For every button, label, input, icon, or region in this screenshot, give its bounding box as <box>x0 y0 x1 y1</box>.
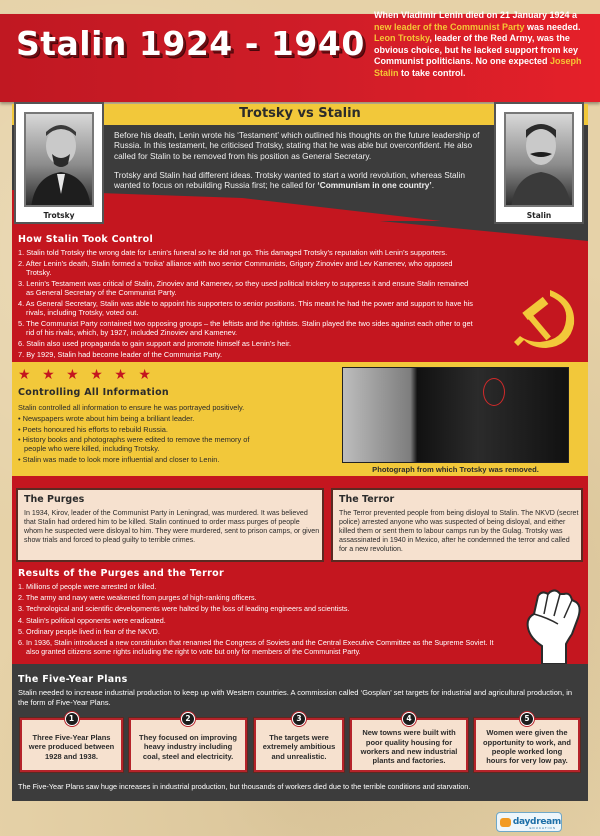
intro-highlight: Joseph Stalin <box>374 56 582 78</box>
intro-text: , leader of the Red Army, was the obvious choice, but he lacked support from key Communist politicians. No one expected <box>374 33 579 67</box>
stalin-label: Stalin <box>526 211 552 220</box>
plan-card-text: Three Five-Year Plans were produced between 1928 and 1938. <box>28 732 115 761</box>
list-item: 2. The army and navy were weakened from purges of high-ranking officers. <box>18 593 257 603</box>
tvs-heading: Trotsky vs Stalin <box>239 106 361 121</box>
purges-text: In 1934, Kirov, leader of the Communist Party in Leningrad, was murdered. It was believed that Stalin had ordered him to be killed. Stalin continued to order mass purges of people whom he suspected were disloyal to him. They were murdered, sent to prison camps, or given show trials and forced to plead guilty to terrible crimes. <box>24 509 320 544</box>
hammer-and-sickle-icon <box>510 282 582 354</box>
information-body <box>18 403 273 466</box>
list-item: • Newspapers wrote about him being a brilliant leader. <box>18 414 195 424</box>
information-heading: Controlling All Information <box>18 387 169 398</box>
terror-text: The Terror prevented people from being disloyal to Stalin. The NKVD (secret police) arrested anyone who was suspected of being disloyal, and either killed them or sent them to labour camps run by the Gulag. Trotsky was assassinated in 1940 in Mexico, after he condemned the terror and called for a new revolution. <box>339 509 579 553</box>
raised-fist-icon <box>520 584 584 664</box>
plans-footer: The Five-Year Plans saw huge increases in industrial production, but thousands of workers died due to the terrible conditions and starvation. <box>18 782 471 791</box>
star-icon: ★ <box>114 366 127 382</box>
intro-highlight: Leon Trotsky <box>374 33 430 44</box>
list-item: 3. Lenin’s Testament was critical of Stalin, Zinoviev and Kamenev, so they used political trickery to suppress it and ensure Stalin remained as General Secretary of the Communist Party. <box>18 278 469 297</box>
results-heading: Results of the Purges and the Terror <box>18 568 224 579</box>
information-bullets <box>18 414 273 464</box>
plan-card-text: The targets were extremely ambitious and unrealistic. <box>262 732 336 761</box>
list-item: 7. By 1929, Stalin had become leader of the Communist Party. <box>18 349 223 359</box>
person-silhouette-icon <box>26 114 94 207</box>
person-silhouette-icon <box>506 114 574 207</box>
control-list <box>18 248 473 360</box>
stalin-portrait <box>494 102 584 224</box>
tvs-text: . <box>431 180 435 191</box>
list-item: • Stalin was made to look more influential and closer to Lenin. <box>18 454 220 464</box>
trotsky-photo <box>24 112 94 207</box>
plan-number-badge: 1 <box>65 712 79 726</box>
logo-subtitle: EDUCATION <box>529 826 556 830</box>
information-intro: Stalin controlled all information to ensure he was portrayed positively. <box>18 403 245 412</box>
intro-highlight: new leader of the Communist Party <box>374 21 525 32</box>
plan-number-badge: 4 <box>402 712 416 726</box>
stars-row <box>18 366 162 384</box>
list-item: • History books and photographs were edited to remove the memory of people who were killed, including Trotsky. <box>18 435 250 454</box>
tvs-quote: ‘Communism in one country’ <box>317 180 432 191</box>
plan-card-text: They focused on improving heavy industry including coal, steel and electricity. <box>139 732 237 761</box>
plan-card <box>129 714 247 772</box>
star-icon: ★ <box>138 366 151 382</box>
list-item: 1. Stalin told Trotsky the wrong date for Lenin’s funeral so he did not go. This damaged Trotsky’s reputation with Lenin’s supporters. <box>18 248 448 257</box>
plan-card <box>20 714 123 772</box>
star-icon: ★ <box>18 366 31 382</box>
list-item: 3. Technological and scientific developments were halted by the loss of leading engineers and scientists. <box>18 604 350 614</box>
plans-heading: The Five-Year Plans <box>18 674 128 685</box>
list-item: 4. Stalin’s political opponents were eradicated. <box>18 615 166 625</box>
list-item: 6. Stalin also used propaganda to gain support and promote himself as Lenin’s heir. <box>18 338 292 348</box>
plan-card <box>254 714 344 772</box>
photo-caption: Photograph from which Trotsky was removed. <box>372 465 539 474</box>
logo-mark-icon <box>500 818 511 827</box>
list-item: 6. In 1936, Stalin introduced a new constitution that renamed the Congress of Soviets and the Central Executive Committee as the Supreme Soviet. It also granted citizens some rights including the right to vote but only for members of the Communist Party. <box>18 637 494 656</box>
list-item: 5. Ordinary people lived in fear of the NKVD. <box>18 626 160 636</box>
star-icon: ★ <box>90 366 103 382</box>
plan-card-text: New towns were built with poor quality housing for workers and new industrial plants and factories. <box>360 728 458 766</box>
plan-number-badge: 2 <box>181 712 195 726</box>
dark-corner-decoration <box>380 221 588 241</box>
list-item: 2. After Lenin’s death, Stalin formed a ‘troika’ alliance with two senior Communists, Grigory Zinoviev and Lev Kamenev, who opposed Trotsky. <box>18 258 453 277</box>
tvs-paragraph-1: Before his death, Lenin wrote his ‘Testament’ which outlined his thoughts on the future leadership of Russia. In this testament, he criticised Trotsky, stating that he was able but overconfident. He also called for Stalin to be removed from his position as General Secretary. <box>114 130 480 161</box>
star-icon: ★ <box>66 366 79 382</box>
plan-card <box>474 714 580 772</box>
header-intro <box>374 10 596 80</box>
intro-text: was needed. <box>524 21 581 32</box>
plan-card-text: Women were given the opportunity to work, and people worked long hours for very low pay. <box>483 728 571 766</box>
terror-heading: The Terror <box>339 494 395 505</box>
plan-number-badge: 5 <box>520 712 534 726</box>
list-item: 1. Millions of people were arrested or killed. <box>18 582 157 591</box>
trotsky-portrait <box>14 102 104 224</box>
list-item: 5. The Communist Party contained two opposing groups – the leftists and the rightists. Stalin played the two sides against each other to get rid of his rivals, which, by 1927, included Zinoviev and Kamenev. <box>18 318 473 337</box>
tvs-text: Trotsky and Stalin had different ideas. Trotsky wanted to start a world revolution, whereas Stalin wanted to focus on rebuilding Russia first; he called for <box>114 169 465 191</box>
publisher-logo <box>496 812 562 832</box>
tvs-body <box>114 130 492 199</box>
plan-card <box>350 714 468 772</box>
trotsky-label: Trotsky <box>43 211 75 220</box>
purges-box <box>16 488 324 562</box>
control-heading: How Stalin Took Control <box>18 234 154 245</box>
intro-text: When Vladimir Lenin died on 21 January 1924 a <box>374 10 578 20</box>
tvs-paragraph-2 <box>114 170 492 191</box>
star-icon: ★ <box>42 366 55 382</box>
intro-text: to take control. <box>398 67 466 78</box>
stalin-photo <box>504 112 574 207</box>
terror-box <box>331 488 583 562</box>
results-list <box>18 582 498 658</box>
page-title: Stalin 1924 - 1940 <box>16 24 365 63</box>
plan-number-badge: 3 <box>292 712 306 726</box>
list-item: • Poets honoured his efforts to rebuild Russia. <box>18 424 168 434</box>
removed-person-circle <box>483 378 505 406</box>
purges-heading: The Purges <box>24 494 85 505</box>
plans-intro: Stalin needed to increase industrial production to keep up with Western countries. A commission called ‘Gosplan’ set targets for industrial and agricultural production, in the form of Five-Year Plans. <box>18 688 573 707</box>
edited-photograph <box>342 367 569 463</box>
logo-name: daydream <box>512 817 561 827</box>
list-item: 4. As General Secretary, Stalin was able to appoint his supporters to senior positions. This meant he had the power and support to have his rivals, including Trotsky, voted out. <box>18 298 473 317</box>
